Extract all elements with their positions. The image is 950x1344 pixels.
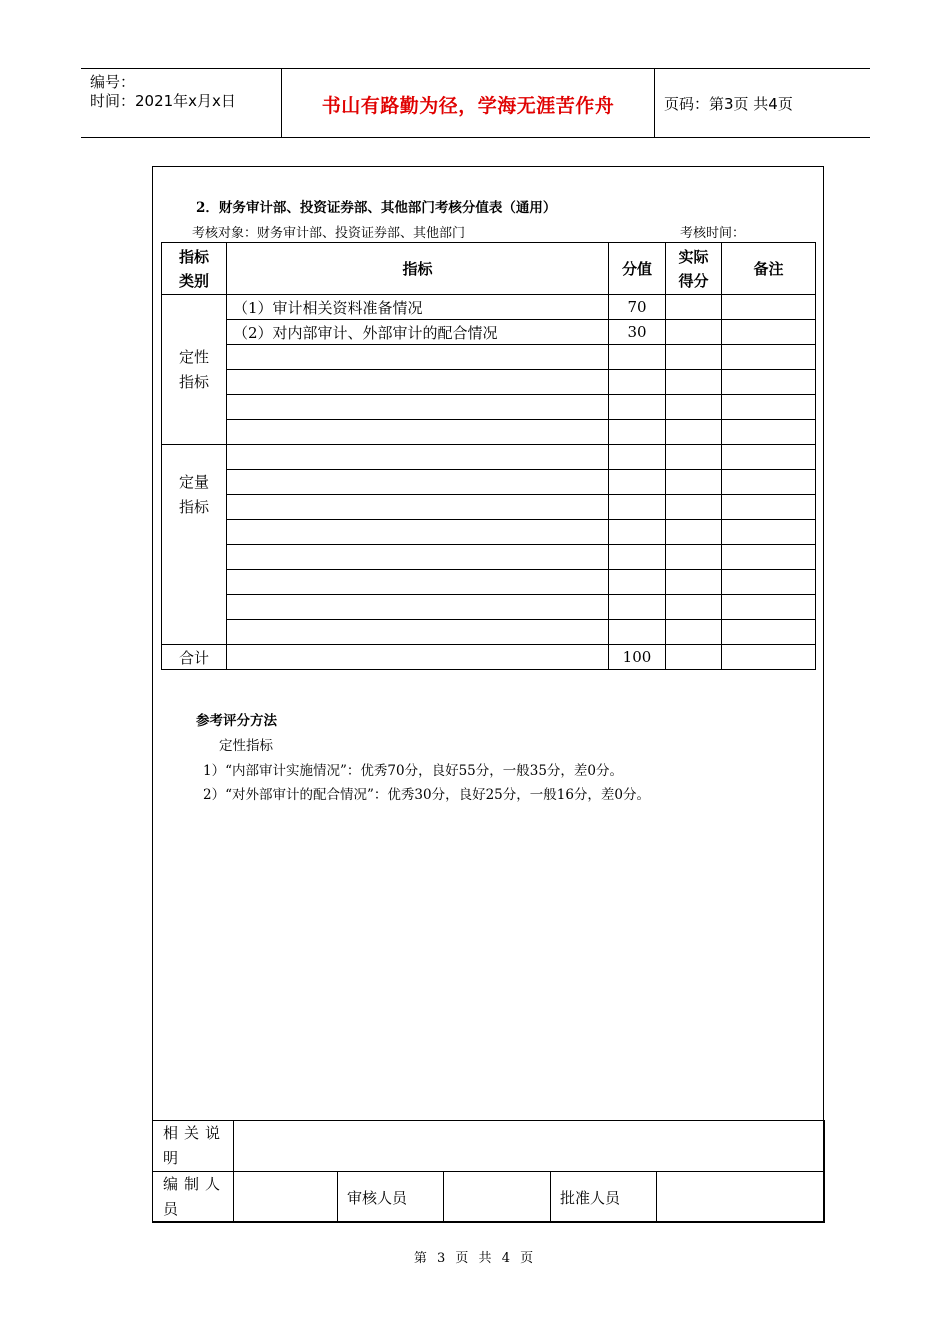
remark-cell[interactable] xyxy=(722,395,816,420)
table-row xyxy=(162,545,816,570)
indicator-cell[interactable] xyxy=(227,570,609,595)
score-cell[interactable] xyxy=(609,595,666,620)
actual-score-cell[interactable] xyxy=(666,445,722,470)
score-cell[interactable] xyxy=(609,470,666,495)
table-row xyxy=(162,495,816,520)
remark-cell[interactable] xyxy=(722,345,816,370)
header-divider xyxy=(654,69,655,137)
indicator-cell[interactable] xyxy=(227,345,609,370)
preparer-field[interactable] xyxy=(234,1172,338,1223)
score-cell[interactable] xyxy=(609,395,666,420)
header-category: 指标类别 xyxy=(162,243,227,295)
actual-score-cell[interactable] xyxy=(666,345,722,370)
table-row xyxy=(162,570,816,595)
score-cell[interactable] xyxy=(609,620,666,645)
table-row xyxy=(162,595,816,620)
actual-score-cell[interactable] xyxy=(666,420,722,445)
remark-cell[interactable] xyxy=(722,620,816,645)
actual-score-cell[interactable] xyxy=(666,370,722,395)
header-indicator: 指标 xyxy=(227,243,609,295)
category-quantitative: 定量指标 xyxy=(162,445,227,645)
actual-score-cell[interactable] xyxy=(666,495,722,520)
remark-cell[interactable] xyxy=(722,520,816,545)
table-row xyxy=(162,420,816,445)
reviewer-field[interactable] xyxy=(444,1172,551,1223)
remark-cell[interactable] xyxy=(722,570,816,595)
indicator-cell[interactable] xyxy=(227,445,609,470)
category-qualitative: 定性指标 xyxy=(162,295,227,445)
remark-cell[interactable] xyxy=(722,420,816,445)
document-time-label: 时间：2021年x月x日 xyxy=(90,92,236,110)
table-row xyxy=(162,295,816,320)
indicator-cell: （1）审计相关资料准备情况 xyxy=(227,295,609,320)
indicator-cell[interactable] xyxy=(227,370,609,395)
actual-score-cell[interactable] xyxy=(666,545,722,570)
table-row xyxy=(162,345,816,370)
actual-score-cell[interactable] xyxy=(666,470,722,495)
reviewer-label: 审核人员 xyxy=(338,1172,444,1223)
table-row xyxy=(162,620,816,645)
section-title: 2．财务审计部、投资证券部、其他部门考核分值表（通用） xyxy=(196,200,557,216)
assessment-object: 考核对象：财务审计部、投资证券部、其他部门 xyxy=(192,226,466,241)
table-row xyxy=(162,470,816,495)
header-score: 分值 xyxy=(609,243,666,295)
indicator-cell[interactable] xyxy=(227,420,609,445)
score-cell[interactable] xyxy=(609,420,666,445)
actual-score-cell[interactable] xyxy=(666,395,722,420)
approver-label: 批准人员 xyxy=(551,1172,657,1223)
preparer-label: 编制人员 xyxy=(153,1172,234,1223)
actual-score-cell[interactable] xyxy=(666,645,722,670)
table-row xyxy=(162,370,816,395)
remark-cell[interactable] xyxy=(722,445,816,470)
remark-cell[interactable] xyxy=(722,495,816,520)
notes-field[interactable] xyxy=(234,1121,825,1172)
score-cell[interactable] xyxy=(609,345,666,370)
remark-cell[interactable] xyxy=(722,370,816,395)
score-cell[interactable] xyxy=(609,520,666,545)
score-cell: 70 xyxy=(609,295,666,320)
actual-score-cell[interactable] xyxy=(666,570,722,595)
table-row xyxy=(162,520,816,545)
indicator-cell[interactable] xyxy=(227,395,609,420)
actual-score-cell[interactable] xyxy=(666,320,722,345)
reference-title: 参考评分方法 xyxy=(196,713,277,729)
header-remark: 备注 xyxy=(722,243,816,295)
sign-table xyxy=(152,1120,825,1223)
total-label: 合计 xyxy=(162,645,227,670)
header-page-label: 页码：第3页 共4页 xyxy=(664,95,793,113)
indicator-cell[interactable] xyxy=(227,495,609,520)
indicator-cell xyxy=(227,645,609,670)
actual-score-cell[interactable] xyxy=(666,520,722,545)
signature-row xyxy=(153,1172,825,1223)
total-score: 100 xyxy=(609,645,666,670)
actual-score-cell[interactable] xyxy=(666,595,722,620)
score-cell[interactable] xyxy=(609,570,666,595)
notes-row xyxy=(153,1121,825,1172)
approver-field[interactable] xyxy=(657,1172,825,1223)
table-row xyxy=(162,320,816,345)
score-cell[interactable] xyxy=(609,495,666,520)
remark-cell[interactable] xyxy=(722,320,816,345)
score-cell[interactable] xyxy=(609,545,666,570)
indicator-cell[interactable] xyxy=(227,620,609,645)
score-cell[interactable] xyxy=(609,445,666,470)
remark-cell[interactable] xyxy=(722,645,816,670)
score-cell[interactable] xyxy=(609,370,666,395)
page-header xyxy=(81,68,870,138)
indicator-cell[interactable] xyxy=(227,470,609,495)
header-motto: 书山有路勤为径，学海无涯苦作舟 xyxy=(321,95,615,117)
score-table xyxy=(161,242,816,670)
table-row xyxy=(162,445,816,470)
remark-cell[interactable] xyxy=(722,295,816,320)
indicator-cell[interactable] xyxy=(227,595,609,620)
indicator-cell[interactable] xyxy=(227,545,609,570)
actual-score-cell[interactable] xyxy=(666,620,722,645)
table-row xyxy=(162,395,816,420)
reference-subtitle: 定性指标 xyxy=(219,738,273,754)
score-cell: 30 xyxy=(609,320,666,345)
table-header-row xyxy=(162,243,816,295)
header-actual-score: 实际得分 xyxy=(666,243,722,295)
reference-item: 1）“内部审计实施情况”：优秀70分，良好55分，一般35分，差0分。 xyxy=(203,763,624,779)
page-footer: 第 3 页 共 4 页 xyxy=(413,1251,537,1266)
remark-cell[interactable] xyxy=(722,545,816,570)
remark-cell[interactable] xyxy=(722,470,816,495)
remark-cell[interactable] xyxy=(722,595,816,620)
document-number-label: 编号： xyxy=(90,73,136,91)
actual-score-cell[interactable] xyxy=(666,295,722,320)
indicator-cell: （2）对内部审计、外部审计的配合情况 xyxy=(227,320,609,345)
notes-label: 相关说明 xyxy=(153,1121,234,1172)
assessment-time: 考核时间： xyxy=(680,226,746,241)
indicator-cell[interactable] xyxy=(227,520,609,545)
total-row xyxy=(162,645,816,670)
reference-item: 2）“对外部审计的配合情况”：优秀30分，良好25分，一般16分，差0分。 xyxy=(203,787,651,803)
